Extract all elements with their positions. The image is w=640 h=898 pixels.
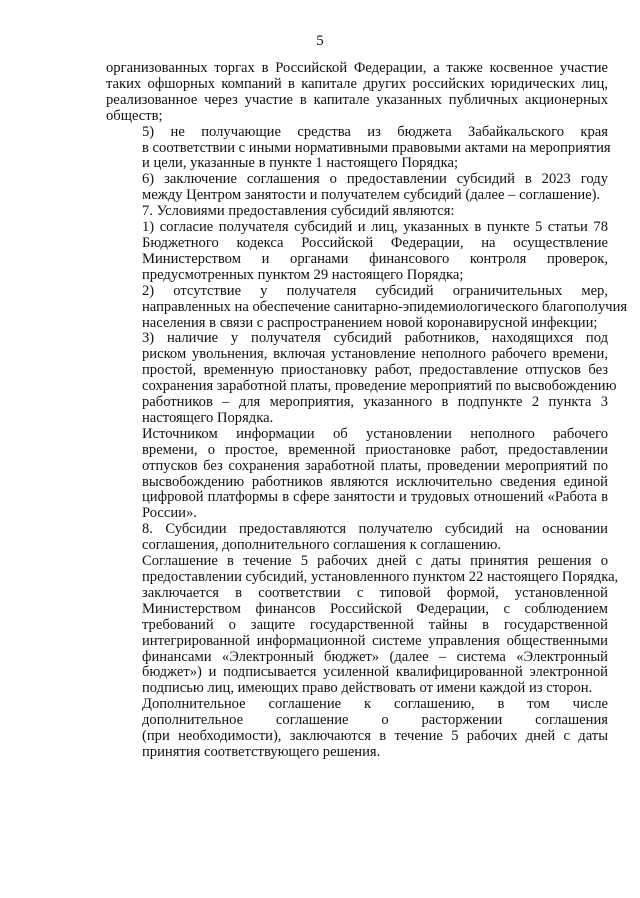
text-line: времени, о простое, временной приостановке работ, предоставлении (142, 441, 608, 458)
text-line: цифровой платформы в сфере занятости и трудовых отношений «Работа в (142, 489, 608, 506)
text-line: бюджет») и подписывается усиленной квалифицированной электронной (142, 664, 608, 681)
text-line: высвобождению работников являются исключительно сведения единой (142, 473, 608, 490)
paragraph (106, 522, 608, 554)
text-line: России». (142, 505, 197, 522)
text-line: заключается в соответствии с типовой формой, установленной (142, 584, 608, 601)
text-line: в соответствии с иными нормативными правовыми актами на мероприятия (142, 139, 611, 156)
text-line: реализованное через участие в капитале указанных публичных акционерных (106, 91, 608, 108)
text-line: финансами «Электронный бюджет» (далее – система «Электронный (142, 648, 608, 665)
paragraph (106, 427, 608, 522)
text-line: требований о защите государственной тайны в государственной (142, 616, 608, 633)
text-line: Дополнительное соглашение к соглашению, в том числе (142, 696, 608, 713)
text-line: предоставлении субсидий, установленного пунктом 22 настоящего Порядка, (142, 569, 619, 585)
text-line: направленных на обеспечение санитарно-эпидемиологического благополучия (142, 298, 628, 315)
text-line: между Центром занятости и получателем субсидий (далее – соглашение). (142, 187, 601, 204)
text-line: принятия соответствующего решения. (142, 743, 381, 760)
text-line: 8. Субсидии предоставляются получателю субсидий на основании (142, 521, 608, 538)
document-body (106, 60, 628, 761)
text-line: риском увольнения, включая установление неполного рабочего времени, (142, 346, 608, 363)
text-line: Министерством и органами финансового контроля проверок, (142, 250, 608, 267)
paragraph (106, 204, 608, 220)
text-line: 5) не получающие средства из бюджета Забайкальского края (142, 123, 608, 140)
text-line: 7. Условиями предоставления субсидий являются: (142, 203, 455, 220)
text-line: населения в связи с распространением новой коронавирусной инфекции; (142, 314, 598, 331)
paragraph (106, 61, 608, 125)
text-line: 3) наличие у получателя субсидий работников, находящихся под (142, 330, 608, 347)
page-number: 5 (316, 33, 324, 49)
text-line: интегрированной информационной системе управления общественными (142, 632, 608, 649)
paragraph (106, 172, 608, 204)
paragraph (106, 697, 608, 761)
text-line: Источником информации об установлении неполного рабочего (142, 425, 608, 442)
paragraph (106, 282, 628, 332)
text-line: (при необходимости), заключаются в течение 5 рабочих дней с даты (142, 728, 608, 745)
text-line: организованных торгах в Российской Федерации, а также косвенное участие (106, 60, 608, 76)
paragraph (106, 123, 611, 173)
text-line: Соглашение в течение 5 рабочих дней с даты принятия решения о (142, 553, 608, 570)
text-line: 2) отсутствие у получателя субсидий ограничительных мер, (142, 282, 608, 299)
text-line: соглашения, дополнительного соглашения к соглашению. (142, 537, 502, 554)
text-line: 1) согласие получателя субсидий и лиц, указанных в пункте 5 статьи 78 (142, 219, 608, 236)
text-line: сохранения заработной платы, проведение мероприятий по высвобождению (142, 378, 617, 395)
text-line: обществ; (106, 107, 163, 124)
paragraph (106, 553, 619, 697)
text-line: простой, временную приостановку работ, предоставление отпусков без (142, 362, 608, 379)
text-line: таких офшорных компаний в капитале других российских юридических лиц, (106, 75, 608, 92)
text-line: 6) заключение соглашения о предоставлении субсидий в 2023 году (142, 171, 608, 188)
text-line: Министерством финансов Российской Федерации, с соблюдением (142, 600, 608, 617)
text-line: и цели, указанные в пункте 1 настоящего Порядка; (142, 155, 459, 172)
text-line: предусмотренных пунктом 29 настоящего Порядка; (142, 266, 464, 283)
text-line: работников – для мероприятия, указанного в подпункте 2 пункта 3 (142, 394, 608, 411)
text-line: дополнительное соглашение о расторжении соглашения (142, 712, 608, 729)
paragraph (106, 330, 617, 426)
text-line: отпусков без сохранения заработной платы, проведении мероприятий по (142, 457, 608, 474)
text-line: подписью лиц, имеющих право действовать от имени каждой из сторон. (142, 680, 593, 697)
paragraph (106, 220, 608, 284)
text-line: настоящего Порядка. (142, 409, 274, 426)
text-line: Бюджетного кодекса Российской Федерации, на осуществление (142, 234, 608, 251)
